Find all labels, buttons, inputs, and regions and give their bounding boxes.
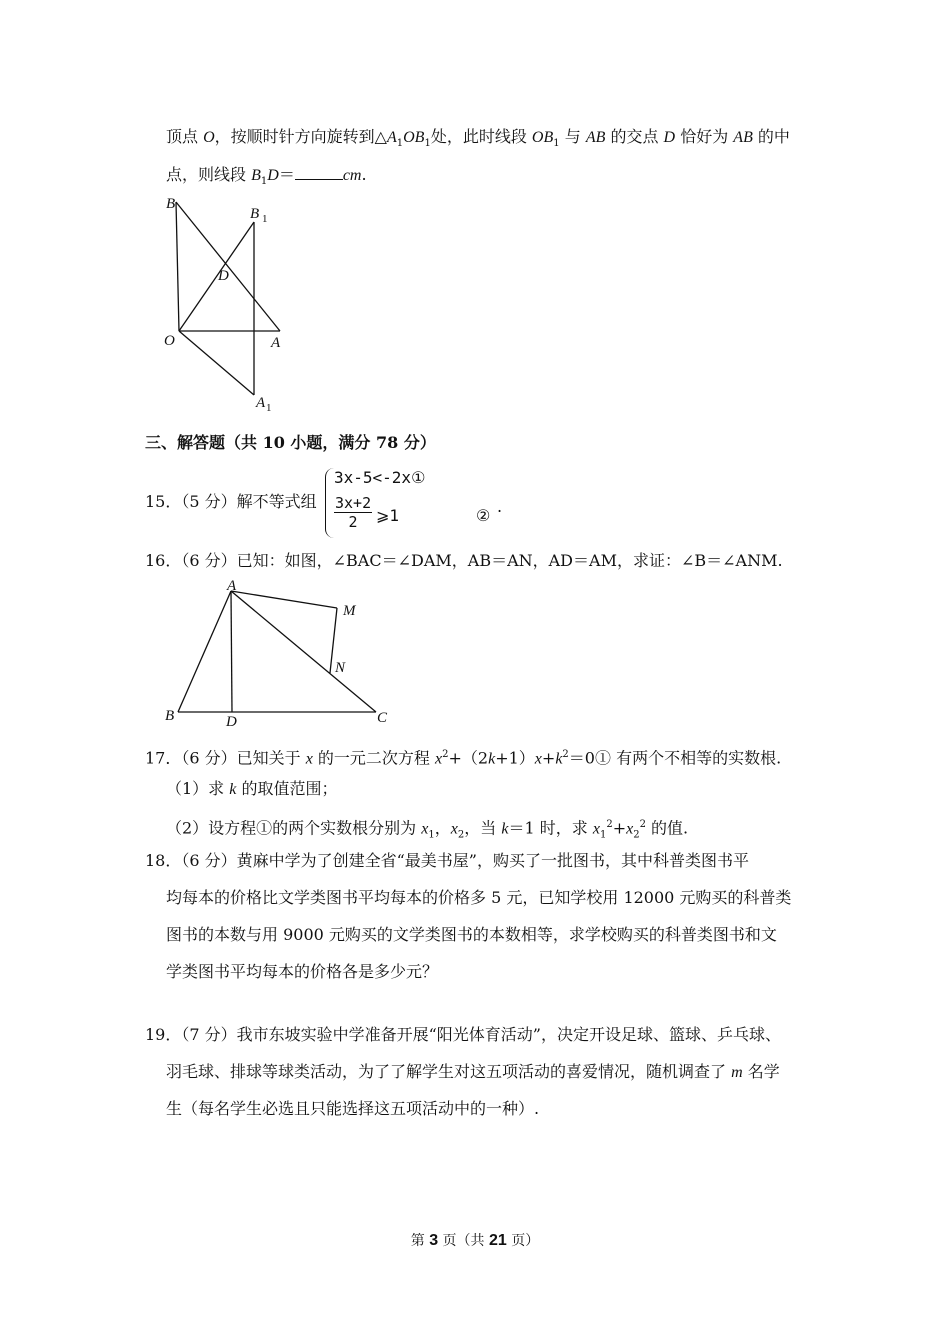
- figure-triangle: [155, 578, 405, 728]
- q15-inequality-1: 3x-5<-2x①: [334, 468, 426, 487]
- segment-AM: [231, 591, 337, 608]
- q19-line-2: 羽毛球、排球等球类活动，为了了解学生对这五项活动的喜爱情况，随机调查了 m 名学: [166, 1062, 780, 1081]
- label-N: N: [335, 660, 346, 676]
- segment-OA1: [179, 331, 254, 395]
- label-A1: A: [256, 395, 266, 411]
- document-page: 顶点 O，按顺时针方向旋转到$\triangle A_1OB_1$处，此时线段 $OB_1$ 与 AB 的交点 D 恰好为 AB 的中 点，则线段 $B_1D=$ cm. B B 1 D O A A 1 三、解答题（共 10 小题，满分 78 分） 15．（5 分）解不等式组 3x-5<-2x① $\frac{3x+2}{2}$ ⩾1 ② . 16．（6 分）已知：如图，∠BAC＝∠DAM，AB＝AN，AD＝AM，求证：∠B＝∠ANM. A M N B D C 17．（6 分）已知关于 x 的一元二次方程 $x^2+(2k+1)x+k^2=0①$ 有两个不相等的实数根. （1）求 k 的取值范围； （2）设方程①的两个实数根分别为 $x_1$，$x_2$，当 k＝1 时，求 $x_1^2+x_2^2$ 的值. 18．（6 分）黄麻中学为了创建全省“最美书屋”，购买了一批图书，其中科普类图书平 均每本的价格比文学类图书平均每本的价格多 5 元，已知学校用 12000 元购买的科普类 图书的本数与用 9000 元购买的文学类图书的本数相等，求学校购买的科普类图书和文 学类图书平均每本的价格各是多少元？ 19．（7 分）我市东坡实验中学准备开展“阳光体育活动”，决定开设足球、篮球、乒乓球、 羽毛球、排球等球类活动，为了了解学生对这五项活动的喜爱情况，随机调查了 m 名学 生（每名学生必选且只能选择这五项活动中的一种）. 第 3 页（共 21 页）: [0, 0, 950, 1344]
- q15-inequality-2: ⩾1: [376, 506, 400, 525]
- label-O: O: [164, 333, 175, 349]
- q19-line-1: 19．（7 分）我市东坡实验中学准备开展“阳光体育活动”，决定开设足球、篮球、乒乓球、: [145, 1025, 781, 1044]
- label-D: D: [226, 714, 237, 728]
- q18-line-4: 学类图书平均每本的价格各是多少元？: [166, 962, 439, 981]
- label-B1: B: [250, 206, 260, 222]
- q19-line-3: 生（每名学生必选且只能选择这五项活动中的一种）.: [166, 1099, 540, 1118]
- page-total: 21: [489, 1232, 507, 1249]
- label-B: B: [166, 196, 176, 212]
- segment-AD: [231, 591, 232, 712]
- label-M: M: [343, 603, 356, 619]
- label-A: A: [271, 335, 281, 351]
- page-footer: 第 3 页（共 21 页）: [410, 1232, 540, 1249]
- q14-line-2: 点，则线段 $B_1D=$ cm.: [166, 165, 367, 188]
- label-C: C: [377, 710, 388, 726]
- q14-line-1: 顶点 O，按顺时针方向旋转到$\triangle A_1OB_1$处，此时线段 $OB_1$ 与 AB 的交点 D 恰好为 AB 的中: [166, 127, 790, 150]
- q17-part-1: （1）求 k 的取值范围；: [166, 779, 338, 798]
- q15-fraction: $\frac{3x+2}{2}$: [335, 494, 372, 531]
- q16-text: 16．（6 分）已知：如图，∠BAC＝∠DAM，AB＝AN，AD＝AM，求证：∠B＝∠ANM.: [145, 551, 783, 570]
- q18-line-1: 18．（6 分）黄麻中学为了创建全省“最美书屋”，购买了一批图书，其中科普类图书平: [145, 851, 749, 870]
- figure-rotation: [150, 190, 300, 415]
- q18-line-3: 图书的本数与用 9000 元购买的文学类图书的本数相等，求学校购买的科普类图书和文: [166, 925, 777, 944]
- segment-OB: [176, 202, 179, 331]
- label-D: D: [218, 268, 229, 284]
- q17-main: 17．（6 分）已知关于 x 的一元二次方程 $x^2+(2k+1)x+k^2=0①$ 有两个不相等的实数根.: [145, 748, 782, 768]
- q15-prefix: 15．（5 分）解不等式组: [145, 492, 317, 511]
- system-brace: [325, 468, 334, 538]
- svg-text:1: 1: [262, 213, 268, 225]
- q18-line-2: 均每本的价格比文学类图书平均每本的价格多 5 元，已知学校用 12000 元购买的科普类: [166, 888, 792, 907]
- page-number: 3: [429, 1232, 439, 1249]
- segment-OB1: [179, 222, 254, 331]
- svg-text:1: 1: [266, 402, 272, 414]
- answer-blank: [295, 165, 343, 180]
- label-A: A: [227, 578, 237, 594]
- section-heading: 三、解答题（共 10 小题，满分 78 分）: [145, 433, 436, 452]
- q17-part-2: （2）设方程①的两个实数根分别为 $x_1$，$x_2$，当 k＝1 时，求 $x_1^2+x_2^2$ 的值.: [166, 818, 689, 841]
- q15-mark-2: ②: [476, 506, 491, 525]
- label-B: B: [165, 708, 175, 724]
- segment-AB: [178, 591, 231, 712]
